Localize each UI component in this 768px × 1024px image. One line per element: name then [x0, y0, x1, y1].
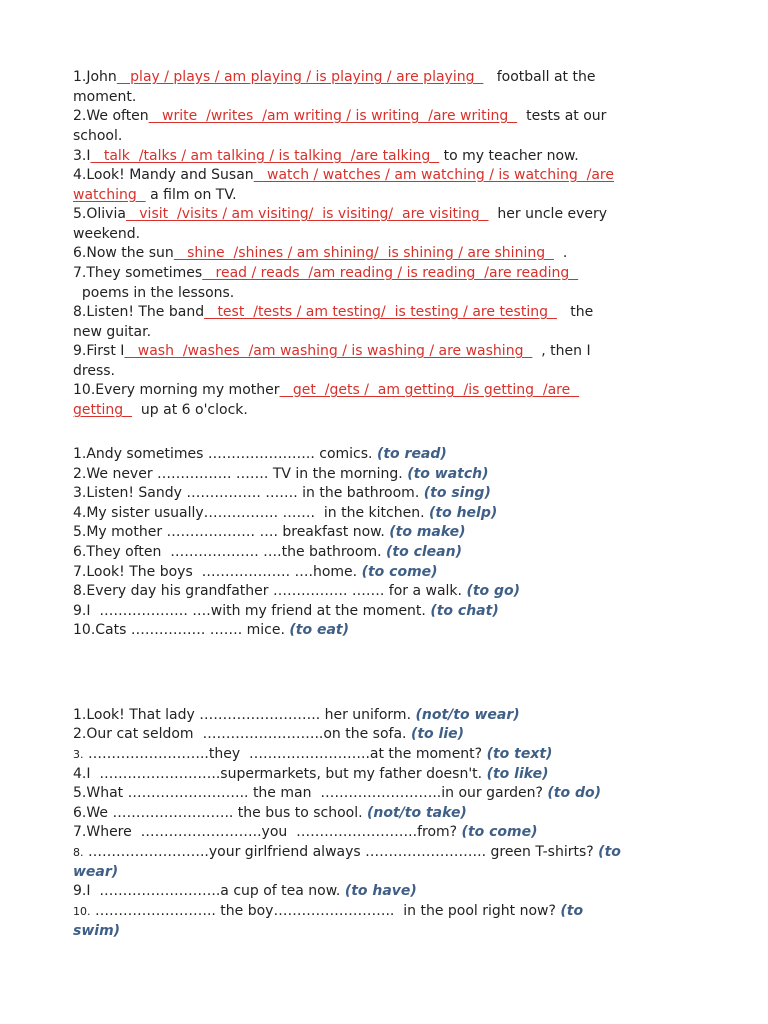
s1-text: her uncle every [488, 206, 608, 222]
s1-text: 3.I [73, 148, 91, 164]
s2-text: 9.I ………………. ….with my friend at the moment. [73, 603, 431, 619]
s2-text: 2.We never ……………. ……. TV in the morning. [73, 466, 408, 482]
verb-hint: (to watch) [407, 466, 489, 482]
s2-item [73, 504, 497, 522]
s1-line-4 [73, 127, 122, 145]
s2-item [73, 543, 462, 561]
verb-hint: (to like) [486, 766, 549, 782]
s2-item [73, 523, 466, 541]
s1-line-5 [73, 147, 579, 165]
s3-item-wrap [73, 863, 118, 881]
s1-text: moment. [73, 89, 137, 105]
s1-line-1 [73, 68, 595, 86]
s1-text: 8.Listen! The band [73, 304, 205, 320]
s2-item [73, 602, 499, 620]
s1-text: 1.John [73, 69, 117, 85]
item-number: 3. [73, 748, 84, 761]
s1-line-3 [73, 107, 606, 125]
verb-hint: (to eat) [289, 622, 350, 638]
s1-text: the [556, 304, 594, 320]
answer-options: talk /talks / am talking / is talking /are talking [90, 148, 440, 164]
s1-text: 4.Look! Mandy and Susan [73, 167, 254, 183]
answer-options: test /tests / am testing/ is testing / are testing [204, 304, 557, 320]
s3-item [73, 745, 552, 764]
s2-text: 4.My sister usually……………. ……. in the kitchen. [73, 505, 429, 521]
s3-item [73, 843, 621, 862]
verb-hint: (to do) [547, 785, 601, 801]
s1-text: poems in the lessons. [73, 285, 235, 301]
s1-line-12 [73, 284, 234, 302]
s2-text: 10.Cats ……………. ……. mice. [73, 622, 290, 638]
s3-text: 6.We …………………….. the bus to school. [73, 805, 368, 821]
s3-item [73, 784, 601, 802]
s1-text: dress. [73, 363, 115, 379]
verb-hint: swim) [73, 923, 121, 939]
s1-text: school. [73, 128, 123, 144]
item-number: 8. [73, 846, 84, 859]
s2-text: 6.They often ………………. ….the bathroom. [73, 544, 386, 560]
s3-text: 2.Our cat seldom ……………………..on the sofa. [73, 726, 411, 742]
answer-options: watching [73, 187, 146, 203]
answer-options: read / reads /am reading / is reading /are reading [202, 265, 579, 281]
s1-line-6 [73, 166, 614, 184]
s3-item [73, 823, 538, 841]
answer-options: shine /shines / am shining/ is shining / are shining [173, 245, 554, 261]
s1-line-15 [73, 342, 591, 360]
s1-text: 7.They sometimes [73, 265, 203, 281]
s1-text: football at the [483, 69, 596, 85]
answer-options: play / plays / am playing / is playing / are playing [116, 69, 484, 85]
s1-line-16 [73, 362, 115, 380]
s1-text: 5.Olivia [73, 206, 126, 222]
s3-item [73, 804, 467, 822]
s3-text: 5.What …………………….. the man ……………………..in our garden? [73, 785, 548, 801]
s3-item [73, 725, 464, 743]
answer-options: get /gets / am getting /is getting /are [279, 382, 580, 398]
s2-item [73, 484, 491, 502]
s2-text: 7.Look! The boys ………………. ….home. [73, 564, 362, 580]
verb-hint: (to [598, 844, 621, 860]
s1-text: tests at our [517, 108, 607, 124]
s1-line-14 [73, 323, 151, 341]
item-number: 10. [73, 905, 91, 918]
s3-item [73, 765, 548, 783]
s2-item [73, 621, 349, 639]
s1-text: 10.Every morning my mother [73, 382, 280, 398]
s2-text: 1.Andy sometimes ………………….. comics. [73, 446, 377, 462]
s1-line-8 [73, 205, 607, 223]
verb-hint: (to clean) [385, 544, 462, 560]
s1-text: to my teacher now. [439, 148, 579, 164]
verb-hint: (not/to take) [367, 805, 467, 821]
verb-hint: (to help) [428, 505, 498, 521]
answer-options: watch / watches / am watching / is watching /are [253, 167, 614, 183]
s2-text: 8.Every day his grandfather ……………. ……. for a walk. [73, 583, 467, 599]
s3-text: 9.I ……………………..a cup of tea now. [73, 883, 345, 899]
s3-text: ……………………..your girlfriend always …………………….. green T-shirts? [83, 844, 599, 860]
s1-text: . [554, 245, 568, 261]
s3-item-wrap [73, 922, 120, 940]
verb-hint: (to go) [466, 583, 521, 599]
verb-hint: (to sing) [423, 485, 491, 501]
verb-hint: (to make) [389, 524, 466, 540]
s3-text: 1.Look! That lady …………………….. her uniform. [73, 707, 416, 723]
s1-text: 9.First I [73, 343, 125, 359]
answer-options: write /writes /am writing / is writing /are writing [148, 108, 518, 124]
verb-hint: (to have) [344, 883, 417, 899]
s1-line-10 [73, 244, 567, 262]
verb-hint: wear) [73, 864, 119, 880]
s1-text: 6.Now the sun [73, 245, 174, 261]
verb-hint: (to come) [461, 824, 538, 840]
s2-text: 5.My mother ………………. …. breakfast now. [73, 524, 390, 540]
s1-line-2 [73, 88, 136, 106]
s3-item [73, 902, 583, 921]
s2-item [73, 582, 520, 600]
s1-text: , then I [532, 343, 591, 359]
verb-hint: (to come) [361, 564, 438, 580]
s1-line-13 [73, 303, 593, 321]
s3-text: ……………………..they ……………………..at the moment? [83, 746, 487, 762]
s2-item [73, 465, 489, 483]
s3-text: …………………….. the boy…………………….. in the pool right now? [90, 903, 561, 919]
verb-hint: (to [560, 903, 584, 919]
verb-hint: (to lie) [410, 726, 465, 742]
answer-options: getting [73, 402, 133, 418]
s1-line-7 [73, 186, 237, 204]
s2-text: 3.Listen! Sandy ……………. ……. in the bathroom. [73, 485, 424, 501]
s1-text: weekend. [73, 226, 141, 242]
answer-options: visit /visits / am visiting/ is visiting/ are visiting [125, 206, 489, 222]
s3-text: 4.I ……………………..supermarkets, but my father doesn't. [73, 766, 487, 782]
s1-line-11 [73, 264, 578, 282]
s1-text: new guitar. [73, 324, 152, 340]
s1-line-17 [73, 381, 579, 399]
verb-hint: (to read) [376, 446, 447, 462]
s1-line-9 [73, 225, 140, 243]
answer-options: wash /washes /am washing / is washing / are washing [124, 343, 533, 359]
s2-item [73, 445, 447, 463]
s3-item [73, 882, 417, 900]
s1-line-18 [73, 401, 248, 419]
verb-hint: (to chat) [430, 603, 499, 619]
s1-text: up at 6 o'clock. [132, 402, 248, 418]
verb-hint: (to text) [486, 746, 553, 762]
s3-item [73, 706, 520, 724]
s1-text: a film on TV. [145, 187, 237, 203]
s3-text: 7.Where ……………………..you ……………………..from? [73, 824, 462, 840]
s2-item [73, 563, 438, 581]
verb-hint: (not/to wear) [415, 707, 520, 723]
s1-text: 2.We often [73, 108, 149, 124]
